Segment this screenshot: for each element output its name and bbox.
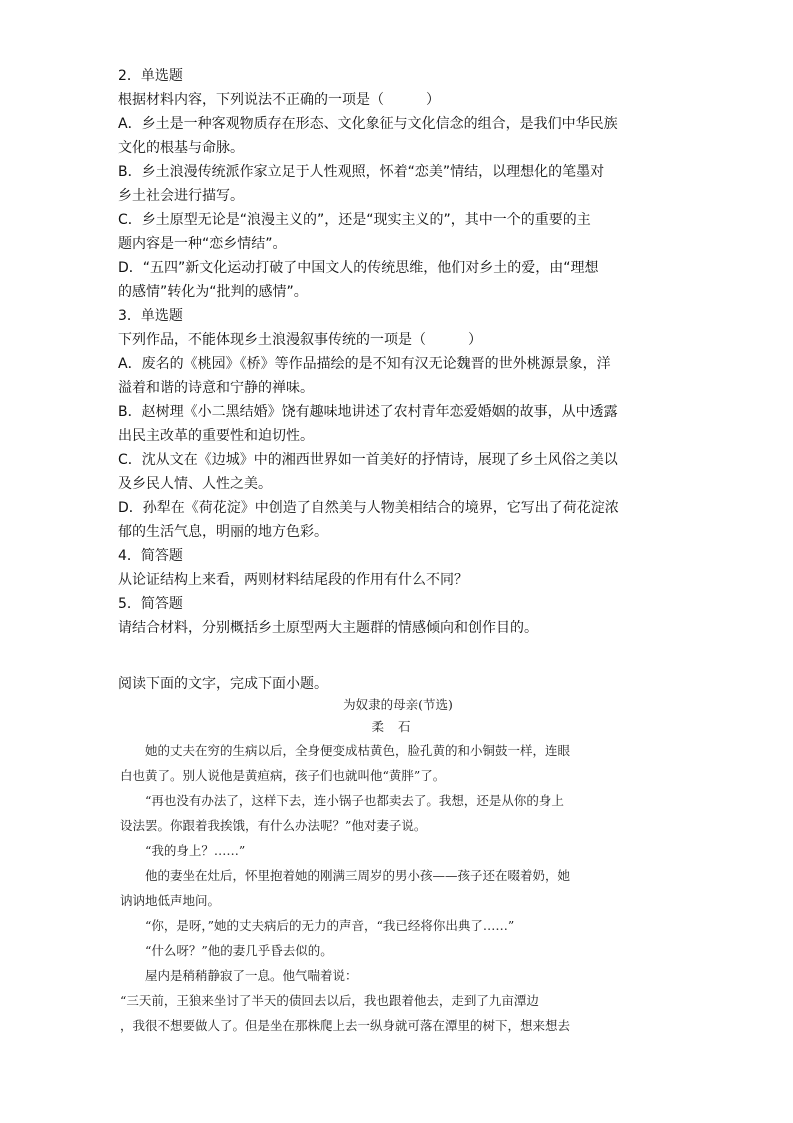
question-2-option-a-cont: 文化的根基与命脉。 [118,140,244,156]
question-3-option-a-cont: 溢着和谐的诗意和宁静的禅味。 [118,380,314,396]
question-2-option-d: D．“五四”新文化运动打破了中国文人的传统思维，他们对乡土的爱，由“理想 [118,260,599,276]
passage-title: 为奴隶的母亲(节选) [343,697,453,712]
question-5 [118,592,678,640]
passage-author: 柔石 [371,719,425,734]
passage-line: “再也没有办法了，这样下去，连小锅子也都卖去了。我想，还是从你的身上 [145,793,564,808]
question-2-option-b: B．乡土浪漫传统派作家立足于人性观照，怀着“恋美”情结，以理想化的笔墨对 [118,164,605,180]
passage-line: “什么呀？”他的妻几乎昏去似的。 [145,943,333,958]
reading-instruction: 阅读下面的文字，完成下面小题。 [118,676,328,692]
passage-line: 白也黄了。别人说他是黄疸病，孩子们也就叫他“黄胖”了。 [120,768,446,783]
question-2-option-c-cont: 题内容是一种“恋乡情结”。 [118,236,287,252]
question-5-stem: 请结合材料，分别概括乡土原型两大主题群的情感倾向和创作目的。 [118,620,538,636]
question-3-option-a: A．废名的《桃园》《桥》等作品描绘的是不知有汉无论魏晋的世外桃源景象，洋 [118,356,611,372]
passage-line: “你，是呀，”她的丈夫病后的无力的声音，“我已经将你出典了……” [145,918,515,933]
passage-line: 她的丈夫在穷的生病以后，全身便变成枯黄色，脸孔黄的和小铜鼓一样，连眼 [145,743,571,758]
passage-line: ，我很不想要做人了。但是坐在那株爬上去一纵身就可落在潭里的树下，想来想去 [120,1018,571,1033]
question-2-option-d-cont: 的感情”转化为“批判的感情”。 [118,284,308,300]
question-5-heading: 5．简答题 [118,596,183,612]
question-2-option-a: A．乡土是一种客观物质存在形态、文化象征与文化信念的组合，是我们中华民族 [118,116,618,132]
passage-line: “三天前，王狼来坐讨了半天的债回去以后，我也跟着他去，走到了九亩潭边 [120,993,539,1008]
question-2-option-b-cont: 乡土社会进行描写。 [118,188,244,204]
question-3-option-c: C．沈从文在《边城》中的湘西世界如一首美好的抒情诗，展现了乡土风俗之美以 [118,452,618,468]
question-2 [118,64,678,304]
passage-line: 屋内是稍稍静寂了一息。他气喘着说： [145,968,358,983]
question-4 [118,544,678,592]
question-2-heading: 2．单选题 [118,68,183,84]
question-4-heading: 4．简答题 [118,548,183,564]
question-3-option-b: B．赵树理《小二黑结婚》饶有趣味地讲述了农村青年恋爱婚姻的故事，从中透露 [118,404,618,420]
question-3-option-d: D．孙犁在《荷花淀》中创造了自然美与人物美相结合的境界，它写出了荷花淀浓 [118,500,619,516]
question-3-option-d-cont: 郁的生活气息，明丽的地方色彩。 [118,524,328,540]
passage-line: 他的妻坐在灶后，怀里抱着她的刚满三周岁的男小孩——孩子还在啜着奶，她 [145,868,571,883]
question-3-heading: 3．单选题 [118,308,183,324]
question-2-option-c: C．乡土原型无论是“浪漫主义的”，还是“现实主义的”，其中一个的重要的主 [118,212,591,228]
question-3 [118,304,678,544]
question-3-stem: 下列作品，不能体现乡土浪漫叙事传统的一项是（ ） [118,332,482,348]
passage-line: 讷讷地低声地问。 [120,893,221,908]
question-4-stem: 从论证结构上来看，两则材料结尾段的作用有什么不同？ [118,572,468,588]
question-2-stem: 根据材料内容，下列说法不正确的一项是（ ） [118,92,440,108]
passage-line: 设法罢。你跟着我挨饿，有什么办法呢？”他对妻子说。 [120,818,427,833]
question-3-option-b-cont: 出民主改革的重要性和迫切性。 [118,428,314,444]
passage-line: “我的身上？……” [145,843,246,858]
question-3-option-c-cont: 及乡民人情、人性之美。 [118,476,272,492]
reading-passage [120,694,676,1038]
